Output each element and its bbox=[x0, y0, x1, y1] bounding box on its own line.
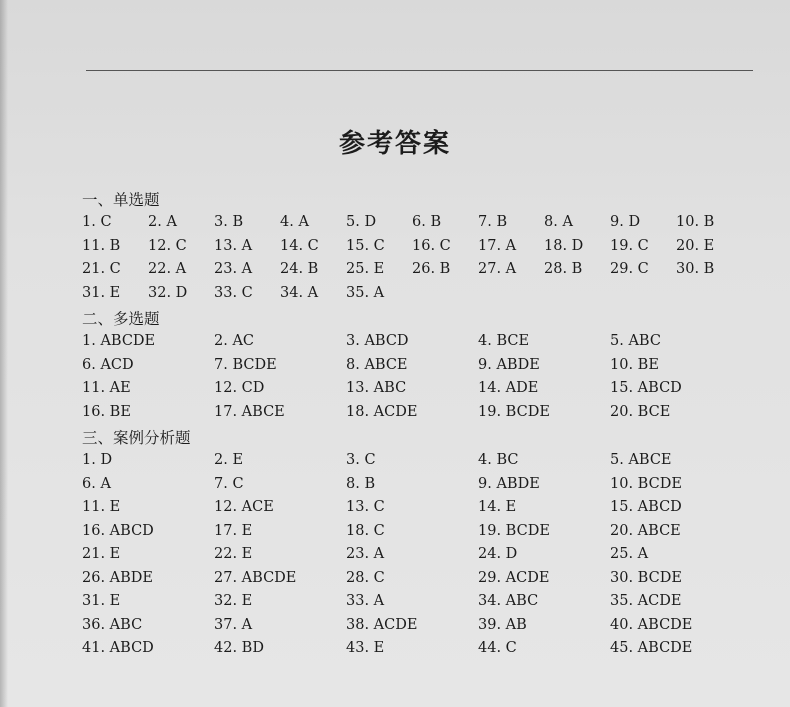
answer-item: 11. B bbox=[82, 237, 121, 254]
answer-item: 16. C bbox=[412, 237, 451, 254]
answer-item: 9. D bbox=[610, 214, 641, 230]
answer-item: 20. ABCE bbox=[610, 522, 681, 539]
answer-item: 44. C bbox=[478, 640, 517, 656]
answer-item: 19. C bbox=[610, 237, 649, 254]
answer-item: 33. A bbox=[346, 593, 385, 609]
answer-item: 30. B bbox=[676, 261, 715, 277]
answer-item: 3. ABCD bbox=[346, 333, 409, 349]
answer-item: 17. E bbox=[214, 522, 253, 539]
section-heading-single-choice: 一、单选题 bbox=[82, 191, 160, 209]
answer-item: 8. ABCE bbox=[346, 356, 408, 373]
answer-item: 2. E bbox=[214, 452, 244, 468]
answer-item: 18. D bbox=[544, 237, 584, 254]
answer-item: 24. D bbox=[478, 546, 518, 562]
answer-grid-single-choice bbox=[82, 211, 762, 305]
answer-item: 27. A bbox=[478, 261, 517, 277]
answer-item: 8. A bbox=[544, 214, 573, 230]
answer-item: 43. E bbox=[346, 640, 385, 656]
answer-item: 23. A bbox=[346, 546, 385, 562]
answer-item: 6. A bbox=[82, 475, 111, 492]
answer-item: 12. ACE bbox=[214, 499, 274, 515]
answer-item: 22. A bbox=[148, 261, 187, 277]
answer-item: 4. BC bbox=[478, 452, 519, 468]
answer-item: 3. B bbox=[214, 214, 244, 230]
answer-item: 1. ABCDE bbox=[82, 333, 156, 349]
answer-item: 12. C bbox=[148, 237, 187, 254]
answer-item: 13. A bbox=[214, 237, 253, 254]
answer-item: 20. BCE bbox=[610, 403, 671, 420]
answer-item: 36. ABC bbox=[82, 616, 143, 633]
answer-content bbox=[82, 189, 762, 661]
answer-item: 16. ABCD bbox=[82, 522, 154, 539]
answer-item: 20. E bbox=[676, 237, 715, 254]
answer-item: 29. ACDE bbox=[478, 569, 550, 586]
answer-item: 25. A bbox=[610, 546, 649, 562]
answer-item: 15. C bbox=[346, 237, 385, 254]
answer-grid-multiple-choice bbox=[82, 330, 762, 424]
page-title: 参考答案 bbox=[338, 129, 451, 159]
answer-item: 33. C bbox=[214, 284, 253, 301]
answer-item: 31. E bbox=[82, 593, 121, 609]
answer-item: 28. B bbox=[544, 261, 583, 277]
answer-item: 14. C bbox=[280, 237, 319, 254]
answer-item: 25. E bbox=[346, 261, 385, 277]
page-edge-shadow bbox=[0, 0, 8, 707]
answer-item: 23. A bbox=[214, 261, 253, 277]
answer-item: 9. ABDE bbox=[478, 356, 540, 373]
answer-item: 5. ABC bbox=[610, 333, 661, 349]
answer-item: 14. E bbox=[478, 499, 517, 515]
answer-item: 4. A bbox=[280, 214, 309, 230]
answer-item: 13. ABC bbox=[346, 380, 407, 396]
answer-item: 40. ABCDE bbox=[610, 616, 693, 633]
section-heading-multiple-choice: 二、多选题 bbox=[82, 310, 160, 328]
answer-item: 18. C bbox=[346, 522, 385, 539]
answer-item: 9. ABDE bbox=[478, 475, 540, 492]
answer-item: 3. C bbox=[346, 452, 376, 468]
answer-item: 7. C bbox=[214, 475, 244, 492]
answer-item: 27. ABCDE bbox=[214, 569, 297, 586]
answer-item: 24. B bbox=[280, 261, 319, 277]
answer-item: 10. BCDE bbox=[610, 475, 682, 492]
answer-item: 2. AC bbox=[214, 333, 255, 349]
answer-item: 1. C bbox=[82, 214, 112, 230]
answer-item: 16. BE bbox=[82, 403, 131, 420]
answer-item: 38. ACDE bbox=[346, 616, 418, 633]
answer-item: 10. B bbox=[676, 214, 715, 230]
answer-item: 39. AB bbox=[478, 616, 527, 633]
answer-item: 30. BCDE bbox=[610, 569, 682, 586]
answer-item: 18. ACDE bbox=[346, 403, 418, 420]
answer-item: 41. ABCD bbox=[82, 640, 154, 656]
answer-item: 7. BCDE bbox=[214, 356, 277, 373]
answer-item: 32. D bbox=[148, 284, 188, 301]
answer-item: 42. BD bbox=[214, 640, 264, 656]
answer-item: 17. A bbox=[478, 237, 517, 254]
answer-item: 10. BE bbox=[610, 356, 659, 373]
answer-item: 15. ABCD bbox=[610, 380, 682, 396]
answer-item: 6. B bbox=[412, 214, 442, 230]
answer-item: 14. ADE bbox=[478, 380, 539, 396]
answer-item: 2. A bbox=[148, 214, 177, 230]
section-heading-case-analysis: 三、案例分析题 bbox=[82, 429, 191, 447]
answer-item: 19. BCDE bbox=[478, 403, 550, 420]
answer-item: 5. D bbox=[346, 214, 377, 230]
answer-item: 26. B bbox=[412, 261, 451, 277]
answer-item: 5. ABCE bbox=[610, 452, 672, 468]
answer-item: 21. E bbox=[82, 546, 121, 562]
answer-item: 32. E bbox=[214, 593, 253, 609]
answer-item: 11. E bbox=[82, 499, 121, 515]
answer-item: 35. A bbox=[346, 284, 385, 301]
answer-item: 8. B bbox=[346, 475, 376, 492]
answer-item: 15. ABCD bbox=[610, 499, 682, 515]
answer-item: 4. BCE bbox=[478, 333, 530, 349]
answer-item: 1. D bbox=[82, 452, 113, 468]
answer-item: 29. C bbox=[610, 261, 649, 277]
top-rule bbox=[86, 70, 753, 71]
answer-item: 22. E bbox=[214, 546, 253, 562]
answer-item: 34. A bbox=[280, 284, 319, 301]
answer-item: 7. B bbox=[478, 214, 508, 230]
answer-item: 17. ABCE bbox=[214, 403, 285, 420]
answer-item: 34. ABC bbox=[478, 593, 539, 609]
answer-item: 11. AE bbox=[82, 380, 131, 396]
answer-item: 12. CD bbox=[214, 380, 265, 396]
answer-item: 26. ABDE bbox=[82, 569, 154, 586]
answer-item: 37. A bbox=[214, 616, 253, 633]
answer-item: 6. ACD bbox=[82, 356, 134, 373]
answer-item: 31. E bbox=[82, 284, 121, 301]
answer-item: 28. C bbox=[346, 569, 385, 586]
answer-item: 13. C bbox=[346, 499, 385, 515]
answer-item: 35. ACDE bbox=[610, 593, 682, 609]
answer-grid-case-analysis bbox=[82, 449, 762, 661]
answer-item: 19. BCDE bbox=[478, 522, 550, 539]
answer-item: 45. ABCDE bbox=[610, 640, 693, 656]
answer-item: 21. C bbox=[82, 261, 121, 277]
